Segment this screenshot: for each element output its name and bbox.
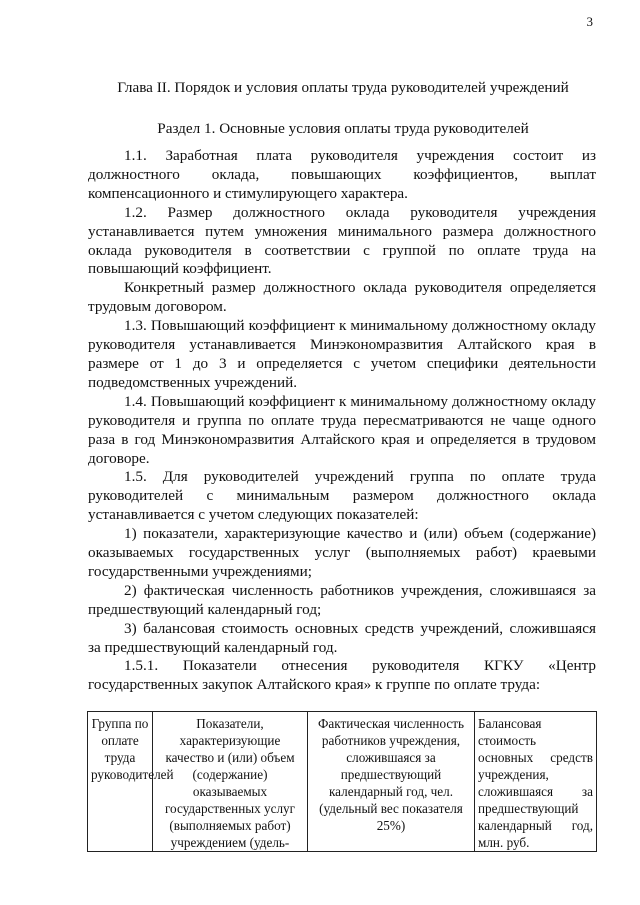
paragraph-salary-contract: Конкретный размер должностного оклада руководителя определяется трудовым договором. xyxy=(88,279,596,316)
chapter-title: Глава II. Порядок и условия оплаты труда руководителей учреждений xyxy=(117,79,569,96)
criteria-table xyxy=(87,711,597,852)
paragraph-1-1: 1.1. Заработная плата руководителя учреждения состоит из должностного оклада, повышающих коэффициентов, выплат компенсационного и стимулирующего характера. xyxy=(88,147,596,202)
header-pay-group: Группа по оплате труда руководителей xyxy=(88,712,153,852)
paragraph-1-4: 1.4. Повышающий коэффициент к минимальному должностному окладу руководителя и группа по оплате труда пересматриваются не чаще одного раза в год Минэкономразвития Алтайского края и определяется в трудовом договоре. xyxy=(88,392,596,467)
paragraph-1-5-1: 1.5.1. Показатели отнесения руководителя КГКУ «Центр государственных закупок Алтайского края» к группе по оплате труда: xyxy=(88,657,596,694)
document-body xyxy=(88,147,596,695)
header-staff-count: Фактическая численность работников учреждения, сложившаяся за предшествующий календарный год, чел. (удельный вес показателя 25%) xyxy=(308,712,475,852)
list-item-3: 3) балансовая стоимость основных средств учреждений, сложившаяся за предшествующий календарный год. xyxy=(88,619,596,656)
paragraph-1-5: 1.5. Для руководителей учреждений группа по оплате труда руководителей с минимальным размером должностного оклада устанавливается с учетом следующих показателей: xyxy=(88,468,596,524)
section-title: Раздел 1. Основные условия оплаты труда руководителей xyxy=(157,120,529,137)
paragraph-1-2: 1.2. Размер должностного оклада руководителя учреждения устанавливается путем умножения минимального размера должностного оклада руководителя в соответствии с группой по оплате труда на повышающий коэффициент. xyxy=(88,203,596,278)
header-quality-indicators: Показатели, характеризующие качество и (или) объем (содержание) оказываемых государственных услуг (выполняемых работ) учреждением (удель- xyxy=(153,712,308,852)
header-balance-value: Балансовая стоимость основных средств учреждения, сложившаяся за предшествующий календарный год, млн. руб. xyxy=(475,712,597,852)
paragraph-1-3: 1.3. Повышающий коэффициент к минимальному должностному окладу руководителя устанавливается Минэкономразвития Алтайского края в размере от 1 до 3 и определяется с учетом специфики деятельности подведомственных учреждений. xyxy=(88,317,596,391)
page-number: 3 xyxy=(586,14,593,29)
table-header-row xyxy=(88,712,597,852)
list-item-1: 1) показатели, характеризующие качество и (или) объем (содержание) оказываемых государственных услуг (выполняемых работ) краевыми государственными учреждениями; xyxy=(88,525,596,580)
list-item-2: 2) фактическая численность работников учреждения, сложившаяся за предшествующий календарный год; xyxy=(88,581,596,618)
